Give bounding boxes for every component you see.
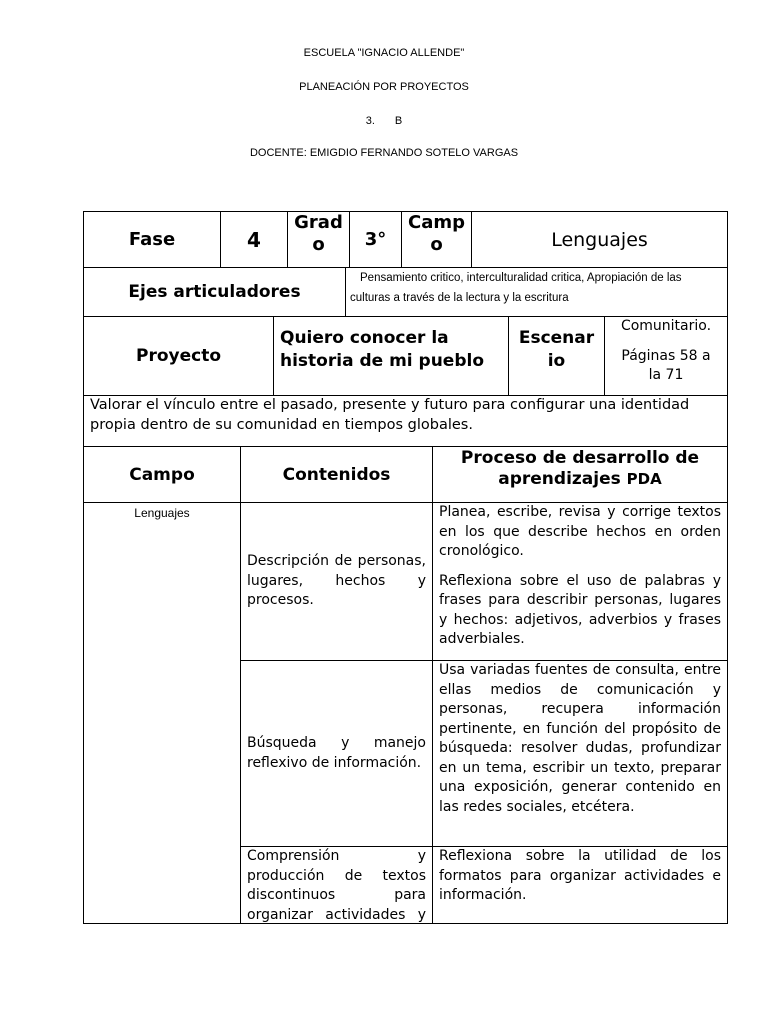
grado-value: 3° xyxy=(364,229,387,250)
campo-label-cell xyxy=(401,211,472,268)
contenido-row-3: Comprensión y producción de textos discontinuos para organizar actividades y xyxy=(247,848,426,923)
pda-header-cell xyxy=(432,446,728,503)
fase-value-cell xyxy=(220,211,288,268)
fase-label-cell xyxy=(83,211,221,268)
school-name: ESCUELA "IGNACIO ALLENDE" xyxy=(303,47,465,59)
escenario-value-cell xyxy=(604,316,728,396)
teacher-name: DOCENTE: EMIGDIO FERNANDO SOTELO VARGAS xyxy=(249,147,519,159)
proyecto-value-line2: historia de mi pueblo xyxy=(280,351,485,371)
escenario-label-line2: io xyxy=(547,351,566,371)
escenario-value-line3: la 71 xyxy=(648,367,684,383)
campo-header-cell xyxy=(83,446,241,503)
ejes-value-line1: Pensamiento critico, interculturalidad critica, Apropiación de las xyxy=(360,272,682,284)
campo-label-line2: o xyxy=(430,234,443,255)
pda-header-suffix: PDA xyxy=(626,470,662,488)
pda-row-3-item-1: Reflexiona sobre la utilidad de los formatos para organizar actividades e información. xyxy=(439,848,721,903)
grado-label-cell xyxy=(287,211,350,268)
contenido-row-3-cell xyxy=(240,846,433,924)
proyecto-label: Proyecto xyxy=(135,346,222,366)
grade-number: 3. xyxy=(365,115,375,127)
purpose-cell xyxy=(83,395,728,447)
contenidos-header-cell xyxy=(240,446,433,503)
campo-value-cell xyxy=(471,211,728,268)
contenido-row-1: Descripción de personas, lugares, hechos y procesos. xyxy=(247,553,426,609)
campo-header: Campo xyxy=(129,464,195,485)
escenario-value-line2: Páginas 58 a xyxy=(621,348,711,364)
escenario-label-line1: Escenar xyxy=(518,328,595,348)
ejes-label-cell xyxy=(83,267,346,317)
campo-label-line1: Camp xyxy=(408,212,465,233)
pda-header-aprendizajes: aprendizajes xyxy=(498,469,621,489)
pda-row-3-cell xyxy=(432,846,728,924)
purpose-text: Valorar el vínculo entre el pasado, presente y futuro para configurar una identidad propia dentro de su comunidad en tiempos globales. xyxy=(90,397,690,433)
contenidos-header: Contenidos xyxy=(282,464,391,485)
contenido-row-2-cell xyxy=(240,660,433,847)
grade-group xyxy=(0,115,768,127)
proyecto-value-line1: Quiero conocer la xyxy=(280,328,449,348)
grado-label-line1: Grad xyxy=(294,212,343,233)
plan-type: PLANEACIÓN POR PROYECTOS xyxy=(299,81,469,93)
campo-body-cell xyxy=(83,502,241,924)
pda-row-1-item-1: Planea, escribe, revisa y corrige textos en los que describe hechos en orden cronológico. xyxy=(439,504,721,559)
pda-row-2-item-1: Usa variadas fuentes de consulta, entre ellas medios de comunicación y personas, recupera información pertinente, en función del propósito de búsqueda: resolver dudas, profundizar en un tema, escribir un texto, preparar una exposición, generar contenido en las redes sociales, etcétera. xyxy=(439,662,721,815)
ejes-value-cell xyxy=(345,267,728,317)
pda-row-1-cell xyxy=(432,502,728,661)
contenido-row-2: Búsqueda y manejo reflexivo de información. xyxy=(247,735,426,771)
contenido-row-1-cell xyxy=(240,502,433,661)
pda-header-line1: Proceso de desarrollo de xyxy=(460,448,700,468)
escenario-value-line1: Comunitario. xyxy=(620,318,712,334)
proyecto-label-cell xyxy=(83,316,274,396)
pda-row-2-cell xyxy=(432,660,728,847)
proyecto-value-cell xyxy=(273,316,509,396)
ejes-label: Ejes articuladores xyxy=(128,282,301,302)
pda-row-1-item-2: Reflexiona sobre el uso de palabras y frases para describir personas, lugares y hechos: adjetivos, adverbios y frases adverbiales. xyxy=(439,572,721,647)
campo-value-lenguajes: Lenguajes xyxy=(134,506,190,520)
fase-label: Fase xyxy=(128,229,176,250)
escenario-label-cell xyxy=(508,316,605,396)
campo-value: Lenguajes xyxy=(551,228,648,251)
grado-value-cell xyxy=(349,211,402,268)
grado-label-line2: o xyxy=(312,234,325,255)
ejes-value-line2: culturas a través de la lectura y la escritura xyxy=(350,292,569,304)
group-letter: B xyxy=(394,115,403,127)
fase-value: 4 xyxy=(247,227,261,252)
pda-header-line2 xyxy=(433,469,727,490)
